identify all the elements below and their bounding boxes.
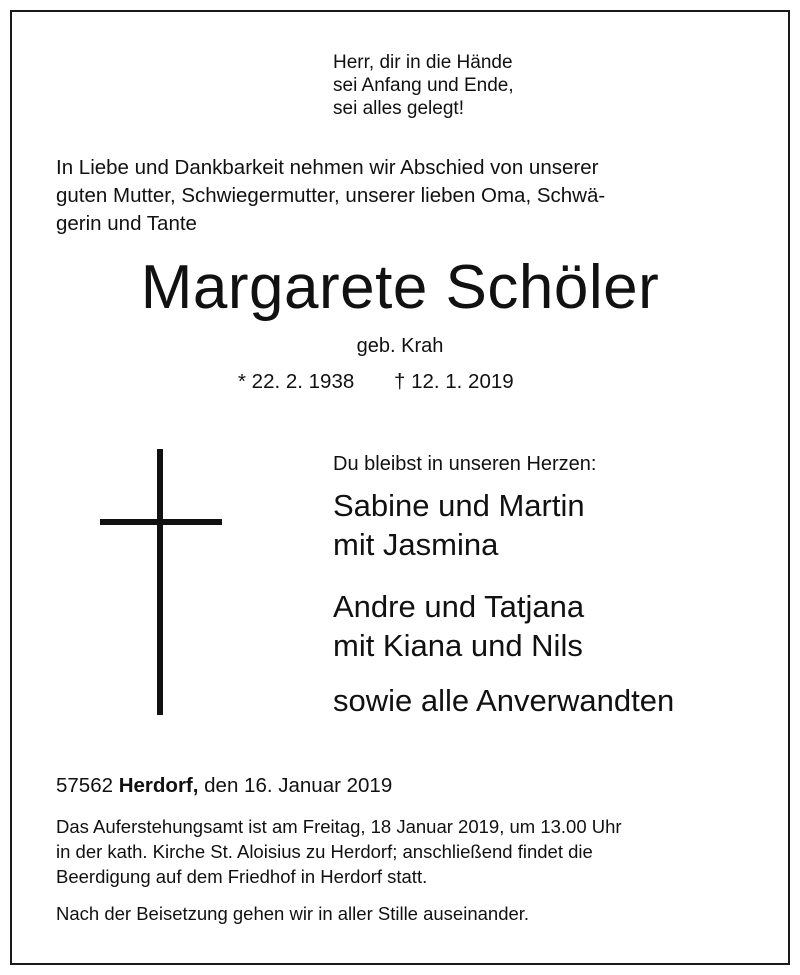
service-line: in der kath. Kirche St. Aloisius zu Herdorf; anschließend findet die	[56, 841, 593, 862]
family-group-2	[333, 587, 584, 665]
service-line: Beerdigung auf dem Friedhof in Herdorf statt.	[56, 866, 428, 887]
deceased-name: Margarete Schöler	[140, 253, 660, 322]
family-line: sowie alle Anverwandten	[333, 683, 675, 718]
birth-date: * 22. 2. 1938	[238, 370, 355, 393]
intro-text	[56, 154, 746, 238]
family-line: mit Kiana und Nils	[333, 628, 583, 663]
family-line: Sabine und Martin	[333, 488, 585, 523]
town: Herdorf,	[118, 774, 199, 797]
intro-line: In Liebe und Dankbarkeit nehmen wir Abschied von unserer	[56, 156, 599, 179]
cross-horizontal-bar	[100, 519, 222, 525]
life-dates	[238, 369, 514, 395]
family-intro: Du bleibst in unseren Herzen:	[333, 453, 597, 475]
place-date-line	[56, 773, 392, 799]
verse-line: Herr, dir in die Hände	[333, 52, 513, 73]
family-line: Andre und Tatjana	[333, 589, 585, 624]
intro-line: guten Mutter, Schwiegermutter, unserer lieben Oma, Schwä-	[56, 184, 606, 207]
verse-line: sei Anfang und Ende,	[333, 75, 514, 96]
closing-note: Nach der Beisetzung gehen wir in aller Stille auseinander.	[56, 903, 530, 924]
death-date: † 12. 1. 2019	[393, 370, 514, 393]
intro-line: gerin und Tante	[56, 212, 197, 235]
cross-vertical-bar	[157, 449, 163, 715]
service-details	[56, 814, 746, 889]
verse	[333, 51, 514, 120]
verse-line: sei alles gelegt!	[333, 98, 464, 119]
service-line: Das Auferstehungsamt ist am Freitag, 18 Januar 2019, um 13.00 Uhr	[56, 816, 622, 837]
notice-date: den 16. Januar 2019	[204, 774, 393, 797]
birth-name: geb. Krah	[356, 335, 444, 357]
family-group-1	[333, 486, 585, 564]
family-group-3	[333, 681, 674, 720]
zip-code: 57562	[56, 774, 114, 797]
family-line: mit Jasmina	[333, 527, 499, 562]
